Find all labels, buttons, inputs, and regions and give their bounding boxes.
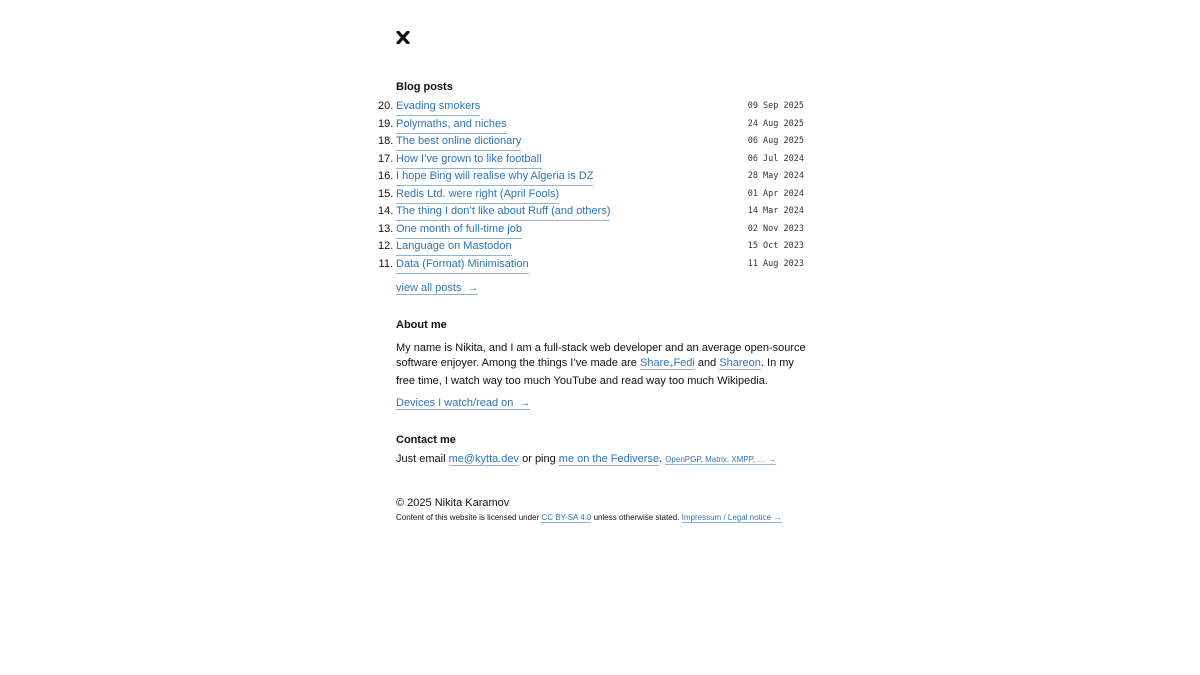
post-row — [378, 186, 808, 204]
contact-paragraph: Just email me@kytta.dev or ping me on the Fediverse. OpenPGP, Matrix, XMPP, … → — [396, 453, 777, 465]
post-number: 16 . — [378, 168, 393, 185]
copyright: © 2025 Nikita Karamov — [396, 497, 510, 509]
contact-heading: Contact me — [396, 434, 456, 446]
post-title-link[interactable]: How I’ve grown to like football — [396, 151, 542, 169]
view-all-posts-link[interactable] — [396, 282, 478, 295]
post-date: 01 Apr 2024 — [747, 188, 804, 199]
devices-link[interactable]: Devices I watch/read on → — [396, 397, 531, 409]
post-title-link[interactable]: The best online dictionary — [396, 133, 521, 151]
post-title-link[interactable]: Language on Mastodon — [396, 238, 512, 256]
post-date: 06 Jul 2024 — [747, 153, 804, 164]
post-number: 13 . — [378, 221, 393, 238]
arrow-right-icon: → — [774, 513, 783, 522]
post-number: 19 . — [378, 116, 393, 133]
arrow-right-icon: → — [467, 282, 479, 294]
post-date: 14 Mar 2024 — [747, 206, 804, 216]
post-title-link[interactable]: Redis Ltd. were right (April Fools) — [396, 186, 559, 204]
about-heading: About me — [396, 319, 447, 331]
shareon-link[interactable]: Shareon — [719, 357, 761, 369]
post-date: 09 Sep 2025 — [747, 101, 804, 111]
arrow-right-icon: → — [768, 455, 777, 464]
post-date: 28 May 2024 — [747, 171, 804, 181]
blog-heading: Blog posts — [396, 81, 453, 93]
post-row — [378, 116, 808, 134]
post-row — [378, 168, 808, 186]
post-title-link[interactable]: The thing I don’t like about Ruff (and others) — [396, 203, 610, 221]
impressum-link[interactable]: Impressum / Legal notice → — [681, 513, 783, 522]
post-row — [378, 238, 808, 256]
post-number: 15 . — [378, 186, 393, 203]
post-row — [378, 133, 808, 151]
post-date: 11 Aug 2023 — [747, 258, 804, 269]
view-all-label: view all posts — [396, 282, 462, 294]
email-link[interactable]: me@kytta.dev — [448, 453, 520, 465]
about-paragraph: My name is Nikita, and I am a full-stack web developer and an average open-source software enjoyer. Among the things I’ve made are Share+Fedi and Shareon. In my free time, I watch way too much YouTube and read way too much Wikipedia. — [396, 342, 806, 387]
post-number: 20 . — [378, 98, 393, 115]
fediverse-link[interactable]: me on the Fediverse — [558, 453, 660, 465]
sharefedi-link[interactable]: Share+Fedi — [639, 357, 695, 370]
post-title-link[interactable]: Evading smokers — [396, 98, 480, 116]
post-date: 15 Oct 2023 — [747, 241, 804, 251]
post-number: 18 . — [378, 133, 393, 150]
post-date: 02 Nov 2023 — [747, 223, 804, 234]
license-notice: Content of this website is licensed under CC BY-SA 4.0 unless otherwise stated. Impressum / Legal notice → — [396, 513, 783, 522]
post-date: 24 Aug 2025 — [747, 118, 804, 129]
post-title-link[interactable]: Data (Format) Minimisation — [396, 256, 529, 274]
post-row — [378, 203, 808, 221]
post-number: 12 . — [378, 238, 393, 255]
arrow-right-icon: → — [519, 397, 531, 409]
post-row — [378, 221, 808, 239]
post-row — [378, 151, 808, 169]
post-date: 06 Aug 2025 — [747, 136, 804, 146]
post-list — [378, 98, 808, 273]
other-contacts-link[interactable]: OpenPGP, Matrix, XMPP, … → — [665, 455, 777, 464]
close-x-icon[interactable] — [396, 31, 410, 44]
post-number: 11 . — [378, 256, 393, 273]
post-title-link[interactable]: Polymaths, and niches — [396, 116, 507, 134]
post-number: 17 . — [378, 151, 393, 168]
license-link[interactable]: CC BY-SA 4.0 — [541, 513, 592, 522]
post-row — [378, 98, 808, 116]
post-title-link[interactable]: I hope Bing will realise why Algeria is DZ — [396, 168, 593, 186]
post-row — [378, 256, 808, 274]
post-number: 14 . — [378, 203, 393, 220]
post-title-link[interactable]: One month of full-time job — [396, 221, 522, 239]
